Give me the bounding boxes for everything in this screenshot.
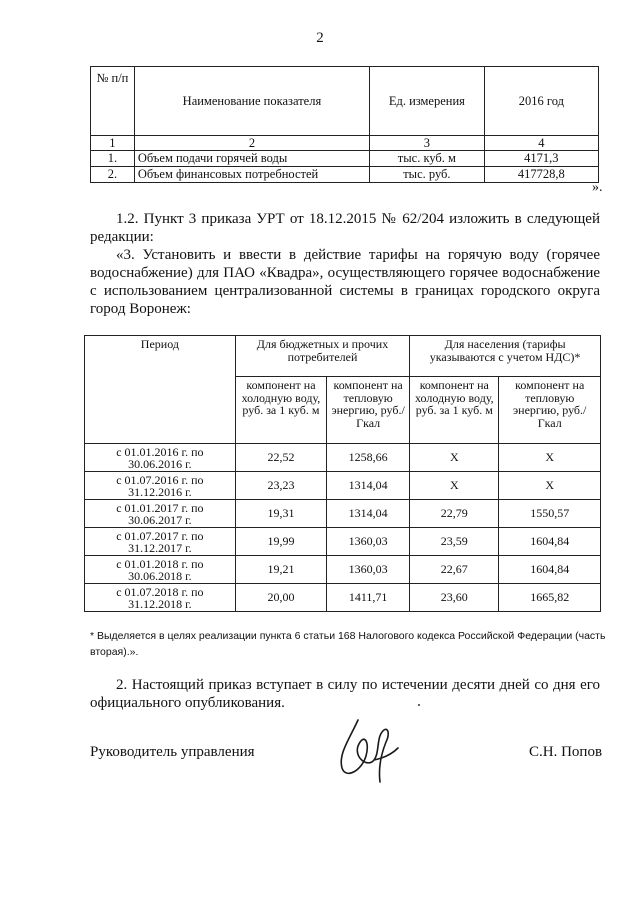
cell-cold-population: 22,79 [410, 500, 499, 528]
row-period: с 01.01.2016 г. по 30.06.2016 г. [85, 444, 236, 472]
row-value: 417728,8 [484, 167, 598, 183]
table-row [91, 167, 599, 183]
tariff-table [84, 335, 601, 612]
cell-cold-budget: 22,52 [235, 444, 326, 472]
cell-heat-budget: 1360,03 [327, 528, 410, 556]
row-number: 1. [91, 151, 135, 167]
cell-heat-budget: 1360,03 [327, 556, 410, 584]
cell-heat-population: 1665,82 [499, 584, 601, 612]
signatory-name: С.Н. Попов [529, 744, 603, 760]
subheader-heat-energy-population: компонент на тепловую энергию, руб./Гкал [499, 377, 601, 444]
table-row [85, 472, 601, 500]
header-population: Для населения (тарифы указываются с учетом НДС)* [410, 336, 601, 377]
row-unit: тыс. руб. [370, 167, 485, 183]
page-number: 2 [316, 30, 324, 46]
signatory-title: Руководитель управления [90, 744, 255, 760]
row-unit: тыс. куб. м [370, 151, 485, 167]
row-period: с 01.01.2018 г. по 30.06.2018 г. [85, 556, 236, 584]
column-number: 3 [370, 136, 485, 151]
footnote: * Выделяется в целях реализации пункта 6 статьи 168 Налогового кодекса Российской Федерации (часть вторая).». [90, 630, 606, 658]
row-period: с 01.07.2016 г. по 31.12.2016 г. [85, 472, 236, 500]
row-value: 4171,3 [484, 151, 598, 167]
handwritten-signature [328, 712, 404, 788]
cell-heat-budget: 1314,04 [327, 472, 410, 500]
cell-cold-population: Х [410, 472, 499, 500]
subheader-heat-energy-budget: компонент на тепловую энергию, руб./Гкал [327, 377, 410, 444]
table-row [85, 556, 601, 584]
paragraph-item-3: «3. Установить и ввести в действие тарифы на горячую воду (горячее водоснабжение) для ПАО «Квадра», осуществляющего горячее водоснабжение с использованием централизованной системы в границах городского округа город Воронеж: [90, 247, 600, 317]
cell-cold-population: Х [410, 444, 499, 472]
header-cell-number: № п/п [91, 67, 135, 136]
row-period: с 01.07.2017 г. по 31.12.2017 г. [85, 528, 236, 556]
header-cell-unit: Ед. измерения [370, 67, 485, 136]
cell-cold-budget: 19,99 [235, 528, 326, 556]
ink-dot [418, 704, 420, 706]
subheader-cold-water-population: компонент на холодную воду, руб. за 1 куб. м [410, 377, 499, 444]
subheader-cold-water-budget: компонент на холодную воду, руб. за 1 куб. м [235, 377, 326, 444]
cell-heat-population: Х [499, 444, 601, 472]
table-header-row [85, 336, 601, 377]
row-period: с 01.01.2017 г. по 30.06.2017 г. [85, 500, 236, 528]
cell-heat-budget: 1411,71 [327, 584, 410, 612]
cell-cold-budget: 19,21 [235, 556, 326, 584]
column-number: 4 [484, 136, 598, 151]
column-number: 2 [134, 136, 369, 151]
paragraph-1-2: 1.2. Пункт 3 приказа УРТ от 18.12.2015 № 62/204 изложить в следующей редакции: [90, 211, 600, 245]
header-budget-consumers: Для бюджетных и прочих потребителей [235, 336, 409, 377]
cell-cold-population: 22,67 [410, 556, 499, 584]
table-column-number-row [91, 136, 599, 151]
row-period: с 01.07.2018 г. по 31.12.2018 г. [85, 584, 236, 612]
table-row [85, 444, 601, 472]
table-row [91, 151, 599, 167]
header-cell-year: 2016 год [484, 67, 598, 136]
row-indicator: Объем финансовых потребностей [134, 167, 369, 183]
column-number: 1 [91, 136, 135, 151]
cell-heat-population: 1550,57 [499, 500, 601, 528]
row-indicator: Объем подачи горячей воды [134, 151, 369, 167]
cell-heat-population: 1604,84 [499, 528, 601, 556]
cell-cold-population: 23,59 [410, 528, 499, 556]
cell-heat-population: Х [499, 472, 601, 500]
cell-cold-budget: 19,31 [235, 500, 326, 528]
cell-heat-budget: 1314,04 [327, 500, 410, 528]
header-cell-indicator: Наименование показателя [134, 67, 369, 136]
table-row [85, 584, 601, 612]
table-row [85, 500, 601, 528]
row-number: 2. [91, 167, 135, 183]
closing-quote: ». [592, 180, 603, 195]
cell-heat-budget: 1258,66 [327, 444, 410, 472]
cell-heat-population: 1604,84 [499, 556, 601, 584]
table-row [85, 528, 601, 556]
volumes-table [90, 66, 599, 183]
cell-cold-population: 23,60 [410, 584, 499, 612]
header-period: Период [85, 336, 236, 444]
cell-cold-budget: 23,23 [235, 472, 326, 500]
cell-cold-budget: 20,00 [235, 584, 326, 612]
table-header-row [91, 67, 599, 136]
paragraph-2: 2. Настоящий приказ вступает в силу по истечении десяти дней со дня его официального опубликования. [90, 677, 600, 711]
